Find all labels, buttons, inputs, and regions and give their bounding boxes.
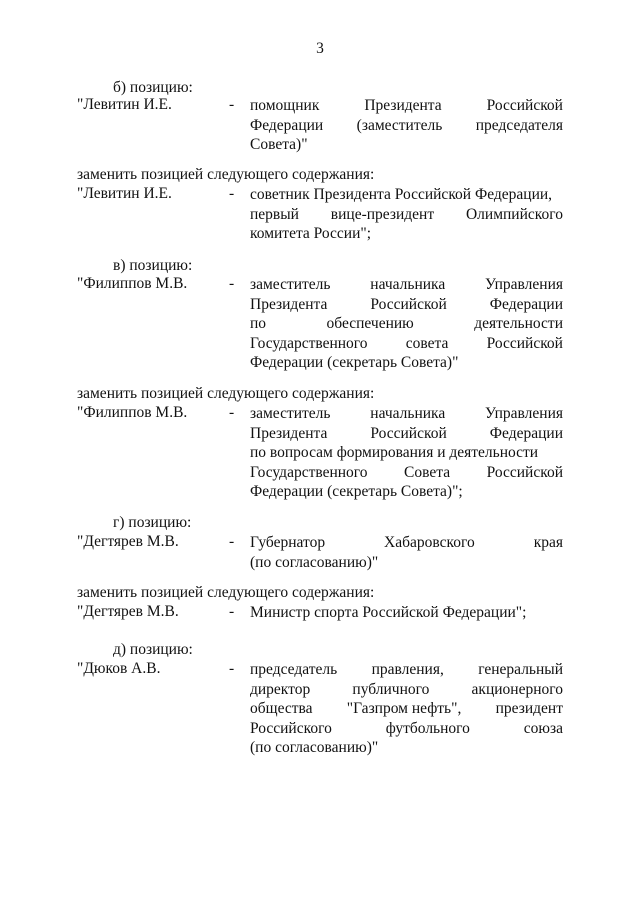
entry-dash: - <box>229 603 235 620</box>
description-line <box>250 443 563 463</box>
description-text: по <box>250 315 267 332</box>
description-line <box>250 553 563 573</box>
description-text: футбольного <box>385 719 470 737</box>
section-v-intro: в) позицию: <box>113 257 193 274</box>
description-line <box>250 96 563 116</box>
description-line <box>250 224 563 244</box>
section-v-replace-label: заменить позицией следующего содержания: <box>77 385 375 402</box>
description-text: вице-президент <box>330 205 435 223</box>
description-text: генеральный <box>478 661 563 678</box>
position-description <box>250 533 563 572</box>
entry-dash: - <box>229 660 235 677</box>
description-text: публичного <box>352 680 430 698</box>
description-text: Президента <box>250 424 328 442</box>
person-name: "Филиппов М.В. <box>77 275 188 292</box>
description-text: директор <box>250 680 311 698</box>
description-text: Российской <box>486 463 563 481</box>
position-description <box>250 603 526 623</box>
description-text: Российского <box>250 719 332 737</box>
description-line <box>250 275 563 295</box>
person-name: "Дегтярев М.В. <box>77 533 179 550</box>
description-text: деятельности <box>474 315 563 332</box>
description-line <box>250 738 563 758</box>
entry-dash: - <box>229 96 235 113</box>
person-name: "Левитин И.Е. <box>77 185 172 202</box>
description-text: Федерации <box>489 424 563 442</box>
description-text: президент <box>495 700 563 717</box>
section-g-intro: г) позицию: <box>113 514 192 531</box>
person-name: "Дюков А.В. <box>77 660 161 677</box>
description-line <box>250 660 563 680</box>
description-text: председатель <box>250 661 338 678</box>
description-line <box>250 699 563 719</box>
description-line <box>250 135 563 155</box>
description-text: правления, <box>371 661 444 678</box>
description-text: Федерации (секретарь Совета)"; <box>250 483 463 500</box>
description-text: помощник <box>250 97 320 114</box>
entry-dash: - <box>229 275 235 292</box>
description-text: Министр спорта Российской Федерации"; <box>250 604 527 621</box>
description-text: Совета <box>404 463 451 481</box>
description-text: Российской <box>486 334 563 352</box>
description-line <box>250 533 563 553</box>
description-text: по вопросам формирования и деятельности <box>250 444 539 461</box>
description-text: Совета)" <box>250 136 308 153</box>
description-text: Хабаровского <box>384 534 475 551</box>
description-line <box>250 353 563 373</box>
description-line <box>250 295 563 315</box>
description-text: начальника <box>370 276 446 293</box>
description-text: первый <box>250 205 299 223</box>
description-line <box>250 116 563 136</box>
description-line <box>250 482 563 502</box>
description-text: Управления <box>485 276 563 293</box>
page-number: 3 <box>316 40 324 57</box>
description-text: обеспечению <box>326 315 414 332</box>
description-text: заместитель <box>250 276 331 293</box>
description-text: Губернатор <box>250 534 326 551</box>
description-text: Президента <box>250 295 328 313</box>
section-g-replace-label: заменить позицией следующего содержания: <box>77 584 375 601</box>
description-text: Федерации (секретарь Совета)" <box>250 354 459 371</box>
description-text: (по согласованию)" <box>250 553 379 571</box>
description-text: акционерного <box>471 680 563 698</box>
description-text: Федерации <box>250 116 324 134</box>
position-description <box>250 185 563 244</box>
description-text: начальника <box>370 405 446 422</box>
description-text: (по согласованию)" <box>250 739 379 756</box>
description-text: союза <box>523 719 563 737</box>
description-line <box>250 463 563 483</box>
position-description <box>250 275 563 373</box>
position-description <box>250 404 563 502</box>
position-description <box>250 96 563 155</box>
entry-dash: - <box>229 533 235 550</box>
description-text: Государственного <box>250 463 368 481</box>
description-line <box>250 680 563 700</box>
description-text: края <box>533 534 563 551</box>
entry-dash: - <box>229 404 235 421</box>
entry-dash: - <box>229 185 235 202</box>
description-line <box>250 334 563 354</box>
description-text: общества <box>250 700 313 717</box>
person-name: "Филиппов М.В. <box>77 404 188 421</box>
description-text: заместитель <box>250 405 331 422</box>
description-text: (заместитель <box>356 116 443 134</box>
description-text: комитета России"; <box>250 225 372 242</box>
description-line <box>250 205 563 225</box>
description-text: Олимпийского <box>465 205 563 223</box>
description-text: Российской <box>370 424 447 442</box>
description-text: совета <box>405 334 449 352</box>
description-text: Российской <box>486 97 563 114</box>
description-text: Российской <box>370 295 447 313</box>
person-name: "Левитин И.Е. <box>77 96 172 113</box>
description-line <box>250 603 526 623</box>
description-text: председателя <box>475 116 563 134</box>
description-line <box>250 424 563 444</box>
description-text: Управления <box>485 405 563 422</box>
description-text: Государственного <box>250 334 368 352</box>
section-b-intro: б) позицию: <box>113 79 193 96</box>
person-name: "Дегтярев М.В. <box>77 603 179 620</box>
description-text: "Газпром нефть", <box>346 700 462 717</box>
description-line <box>250 185 563 205</box>
description-text: советник Президента Российской Федерации, <box>250 186 553 203</box>
section-b-replace-label: заменить позицией следующего содержания: <box>77 166 375 183</box>
description-line <box>250 314 563 334</box>
description-line <box>250 404 563 424</box>
description-text: Федерации <box>489 295 563 313</box>
description-line <box>250 719 563 739</box>
section-d-intro: д) позицию: <box>113 641 193 658</box>
description-text: Президента <box>364 97 442 114</box>
position-description <box>250 660 563 758</box>
